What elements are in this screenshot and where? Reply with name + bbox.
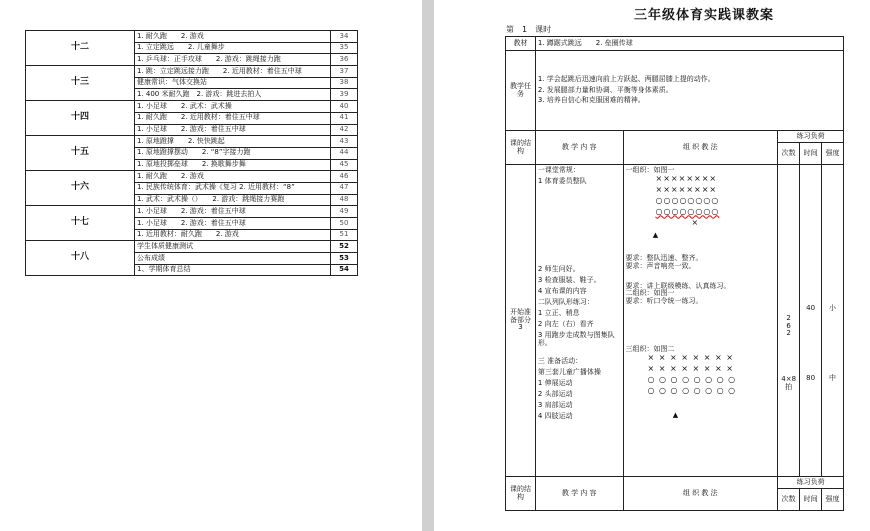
lesson-content: 学生体质健康测试 <box>135 241 331 253</box>
lesson-content: 1. 原地蹬撑摆动 2. “8”字接力跑 <box>135 147 331 159</box>
formation-row: ○○○○○○○○ <box>655 195 720 205</box>
week-label: 十五 <box>26 136 135 171</box>
task-line: 1. 学会起跳后迅速向前上方跃起、两腿屈膝上提的动作。 <box>537 74 715 83</box>
times-cell <box>778 165 800 477</box>
content-item: 1 伸展运动 <box>537 379 573 388</box>
content-item <box>538 200 621 211</box>
lesson-number: 54 <box>331 264 358 276</box>
week-label: 十八 <box>26 241 135 276</box>
lesson-content: 1. 近用教材：耐久跑 2. 游戏 <box>135 229 331 241</box>
lesson-number: 53 <box>331 253 358 265</box>
duration-cell <box>800 165 822 477</box>
org3-label: 三组织：如图二 <box>625 344 675 353</box>
content-item: 1 立正、稍息 <box>537 309 580 317</box>
content-item: 一课堂常规： <box>537 166 580 174</box>
lesson-content: 1. 耐久跑 2. 游戏 <box>135 31 331 43</box>
plan-title: 三年级体育实践课教案 <box>634 8 775 23</box>
lesson-number: 44 <box>331 147 358 159</box>
task-line: 2. 发展腿部力量和协调、平衡等身体素质。 <box>537 85 673 94</box>
lesson-number: 46 <box>331 171 358 183</box>
page-gutter <box>422 0 434 531</box>
req-3: 要求：讲上联级模练、认真练习。 <box>625 281 731 290</box>
times-label-2: 次数 <box>778 489 800 511</box>
intensity-value: 小 <box>829 304 837 312</box>
load-header-2: 练习负荷 <box>778 477 844 489</box>
org2-label: 二组织：如图一 <box>625 289 675 298</box>
content-item: 3 用跑步走成数与图集队形。 <box>537 331 615 347</box>
load-header: 练习负荷 <box>778 131 844 143</box>
lesson-content: 1. 小足球 2. 游戏：着住五中球 <box>135 206 331 218</box>
formation-row: ○ ○ ○ ○ ○ ○ ○ ○ <box>647 374 737 384</box>
week-label: 十六 <box>26 171 135 206</box>
formation-1 <box>626 175 776 230</box>
formation-2 <box>626 354 776 398</box>
content-item <box>538 189 621 200</box>
times-value: 2 <box>786 314 791 322</box>
teacher-mark-2: ▲ <box>672 410 679 419</box>
content-header: 教 学 内 容 <box>535 131 623 165</box>
lesson-number: 51 <box>331 229 358 241</box>
req-2: 要求：声音响亮一致。 <box>625 262 696 271</box>
table-row <box>26 66 358 78</box>
lesson-content: 1. 原地投掷垒球 2. 换歌舞步舞 <box>135 159 331 171</box>
structure-label-2: 课的结构 <box>506 477 536 511</box>
lesson-number: 42 <box>331 124 358 136</box>
formation-row: ×××××××× <box>655 173 718 183</box>
material-value: 1. 蹲踞式跳远 2. 垒圈传球 <box>535 37 843 51</box>
lesson-content: 1. 民族传统体育：武术操《复习 2. 近用教材：“8” <box>135 182 331 194</box>
task-line: 3. 培养自信心和克服困难的精神。 <box>537 96 645 105</box>
duration-value: 40 <box>806 304 816 312</box>
formation-row: × × × × × × × × <box>647 363 734 373</box>
lesson-number: 40 <box>331 101 358 113</box>
lesson-number: 45 <box>331 159 358 171</box>
lesson-content: 1. 乒乓球：正手攻球 2. 游戏：跳绳接力跑 <box>135 54 331 66</box>
lesson-number: 38 <box>331 77 358 89</box>
times-value: 6 <box>786 321 791 330</box>
lesson-content: 1. 小足球 2. 游戏：着住五中球 <box>135 124 331 136</box>
content-item: 第三套儿童广播体操 <box>537 368 601 377</box>
intensity-label: 强度 <box>822 143 844 165</box>
org1-label: 一组织：如图一 <box>625 166 675 174</box>
section-label: 开始准备部分3 <box>506 165 536 477</box>
table-row <box>26 241 358 253</box>
req-1: 要求：整队迅速、整齐。 <box>625 254 703 263</box>
content-header-2: 教 学 内 容 <box>535 477 623 511</box>
week-label: 十二 <box>26 31 135 66</box>
formation-row: × <box>691 217 700 227</box>
lesson-number: 52 <box>331 241 358 253</box>
lesson-number: 35 <box>331 42 358 54</box>
lesson-content: 1. 立定跳远 2. 儿童舞步 <box>135 42 331 54</box>
content-item: 2 向左（右）看齐 <box>537 320 594 328</box>
week-label: 十七 <box>26 206 135 241</box>
lesson-content: 1. 400 米耐久跑 2. 游戏：跳进去拍人 <box>135 89 331 101</box>
lesson-content: 1. 小足球 2. 游戏：着住五中球 <box>135 218 331 230</box>
table-row <box>26 206 358 218</box>
lesson-plan-table <box>505 36 844 511</box>
content-item: 2 头部运动 <box>537 390 573 399</box>
formation-row: ○ ○ ○ ○ ○ ○ ○ ○ <box>647 385 737 395</box>
content-item: 4 宣布课的内容 <box>537 287 587 295</box>
lesson-content: 1. 耐久跑 2. 游戏 <box>135 171 331 183</box>
content-item <box>538 244 621 255</box>
table-row <box>26 171 358 183</box>
lesson-number: 49 <box>331 206 358 218</box>
lesson-number: 39 <box>331 89 358 101</box>
lesson-number: 50 <box>331 218 358 230</box>
formation-row: × × × × × × × × <box>647 352 734 362</box>
content-item: 2 师生问好。 <box>537 265 580 273</box>
formation-row: ×××××××× <box>655 184 718 194</box>
method-header: 组 织 教 法 <box>623 131 778 165</box>
content-item <box>538 222 621 233</box>
lesson-number: 41 <box>331 112 358 124</box>
lesson-content: 1、学期体育总结 <box>135 264 331 276</box>
tasks-cell <box>535 51 843 131</box>
material-label: 教材 <box>506 37 536 51</box>
page-right <box>434 0 870 531</box>
lesson-number: 第 1 课时 <box>506 25 552 34</box>
lesson-content: 公布成绩 <box>135 253 331 265</box>
duration-label-2: 时间 <box>800 489 822 511</box>
content-item: 3 检查服装、鞋子。 <box>537 276 601 284</box>
content-item: 4 四肢运动 <box>537 412 573 421</box>
table-row <box>26 31 358 43</box>
lesson-content: 健康常识：气体交换站 <box>135 77 331 89</box>
table-row <box>26 136 358 148</box>
week-label: 十四 <box>26 101 135 136</box>
lesson-number: 34 <box>331 31 358 43</box>
lesson-number: 48 <box>331 194 358 206</box>
content-cell <box>535 165 623 477</box>
lesson-content: 1. 跳：立定跳远接力跑 2. 近用教材：着住五中球 <box>135 66 331 78</box>
table-row <box>26 101 358 113</box>
req-4: 要求：听口令统一练习。 <box>625 297 703 306</box>
content-item: 三 准备活动： <box>537 357 583 366</box>
duration-value: 80 <box>806 373 816 382</box>
lesson-content: 1. 小足球 2. 武术：武术操 <box>135 101 331 113</box>
lesson-number: 37 <box>331 66 358 78</box>
structure-label: 课的结构 <box>506 131 536 165</box>
tasks-label: 教学任务 <box>506 51 536 131</box>
page-left <box>0 0 422 531</box>
content-item: 3 肩部运动 <box>537 401 573 410</box>
lesson-number: 43 <box>331 136 358 148</box>
week-label: 十三 <box>26 66 135 101</box>
lesson-number: 36 <box>331 54 358 66</box>
method-cell <box>623 165 778 477</box>
content-item: 二队列队形练习： <box>537 298 594 306</box>
teacher-mark: ▲ <box>652 230 659 239</box>
lesson-content: 1. 原地蹬撑 2. 快快跳起 <box>135 136 331 148</box>
times-value-2: 4×8拍 <box>781 375 797 391</box>
content-item: 1 体育委员整队 <box>537 177 587 185</box>
lesson-number: 47 <box>331 182 358 194</box>
intensity-value: 中 <box>829 373 837 382</box>
lesson-content: 1. 武术：武术操（） 2. 游戏：跳绳接力赛跑 <box>135 194 331 206</box>
content-item <box>538 233 621 244</box>
method-header-2: 组 织 教 法 <box>623 477 778 511</box>
content-item <box>538 211 621 222</box>
schedule-table <box>25 30 358 276</box>
times-label: 次数 <box>778 143 800 165</box>
times-value: 2 <box>786 329 791 338</box>
intensity-cell <box>822 165 844 477</box>
intensity-label-2: 强度 <box>822 489 844 511</box>
duration-label: 时间 <box>800 143 822 165</box>
lesson-content: 1. 耐久跑 2. 近用教材：着住五中球 <box>135 112 331 124</box>
formation-row: ○○○○○○○○ <box>655 206 720 216</box>
